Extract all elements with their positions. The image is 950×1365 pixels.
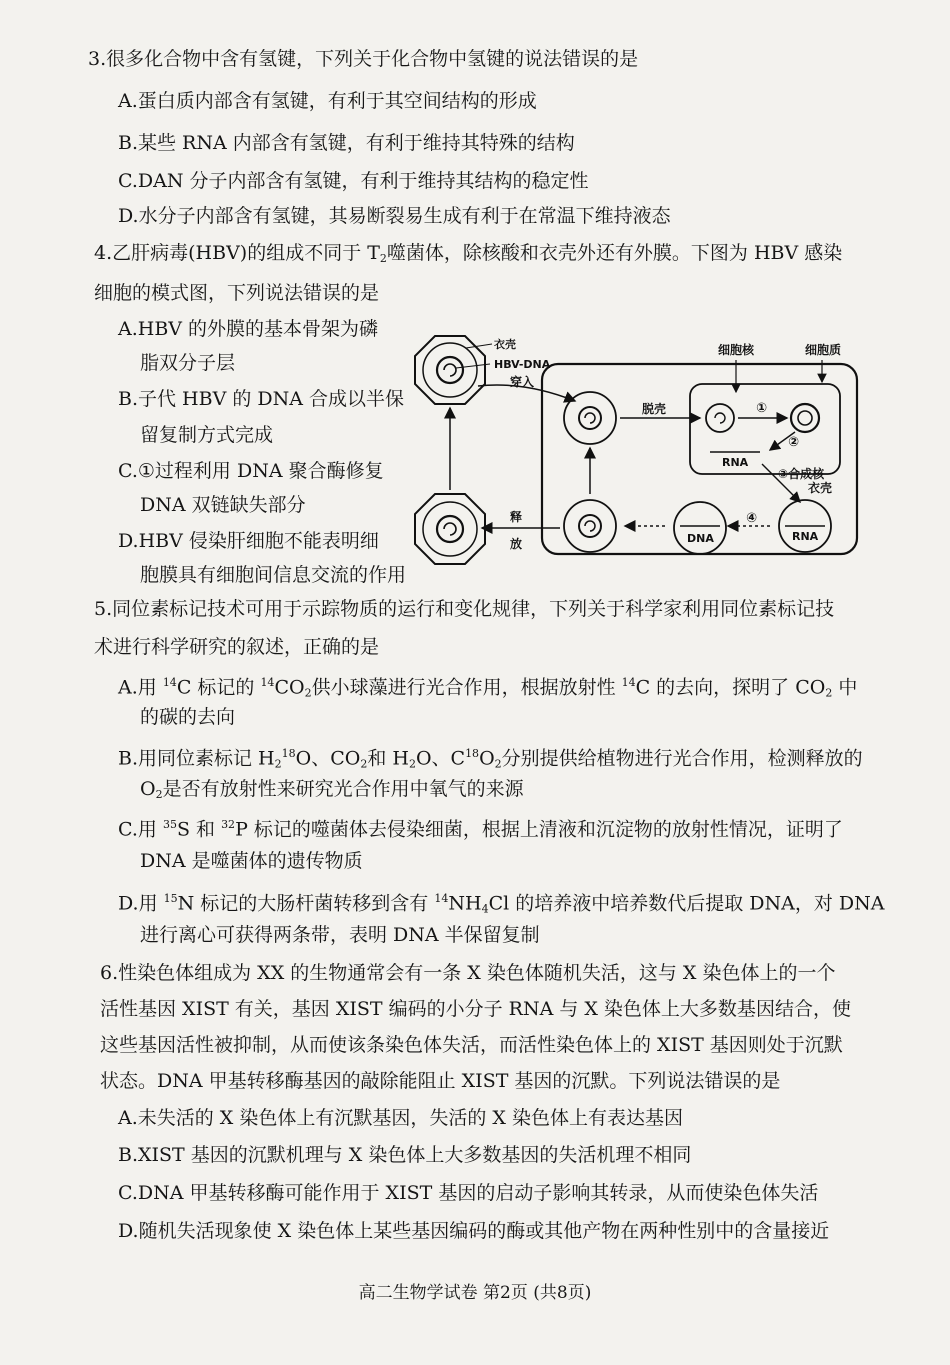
q5-option-c: C.用 $^{35}$S 和 $^{32}$P 标记的噬菌体去侵染细菌，根据上清液和沉淀物的放射性情况，证明了 <box>118 818 843 841</box>
hbv-infection-diagram <box>410 326 890 576</box>
label-hbv-dna: HBV-DNA <box>494 358 551 371</box>
label-cytoplasm: 细胞质 <box>805 343 842 357</box>
label-step2: ② <box>788 435 800 450</box>
q6-stem-line2: 活性基因 XIST 有关，基因 XIST 编码的小分子 RNA 与 X 染色体上大多数基因结合，使 <box>100 998 851 1020</box>
label-step4: ④ <box>746 511 758 526</box>
q5-stem-line2: 术进行科学研究的叙述，正确的是 <box>94 636 380 658</box>
q4-option-c: C.①过程利用 DNA 聚合酶修复 <box>118 460 384 482</box>
q6-stem-line1: 6.性染色体组成为 XX 的生物通常会有一条 X 染色体随机失活，这与 X 染色体上的一个 <box>100 962 836 984</box>
label-step3: ③合成核 <box>778 467 825 481</box>
q4-option-a-cont: 脂双分子层 <box>140 352 236 374</box>
q5-option-d-cont: 进行离心可获得两条带，表明 DNA 半保留复制 <box>140 924 540 946</box>
q3-option-c: C.DAN 分子内部含有氢键，有利于维持其结构的稳定性 <box>118 170 589 192</box>
nuclear-dna-relaxed <box>706 404 734 432</box>
q5-option-b: B.用同位素标记 $H_2^{18}O$、$CO_2$和 $H_2O$、$C^{18}O_2$分别提供给植物进行光合作用，检测释放的 <box>118 747 863 771</box>
label-coat: 衣壳 <box>494 338 516 351</box>
q6-option-b: B.XIST 基因的沉默机理与 X 染色体上大多数基因的失活机理不相同 <box>118 1144 692 1166</box>
label-release-2: 放 <box>510 537 523 551</box>
label-step3-b: 衣壳 <box>808 481 833 495</box>
nuclear-dna-closed <box>791 404 819 432</box>
q4-option-d: D.HBV 侵染肝细胞不能表明细 <box>118 530 379 552</box>
q4-stem-line1: 4.乙肝病毒(HBV)的组成不同于 $T_2$噬菌体，除核酸和衣壳外还有外膜。下图为 HBV 感染 <box>94 242 843 265</box>
q5-option-c-cont: DNA 是噬菌体的遗传物质 <box>140 850 363 872</box>
q4-option-a: A.HBV 的外膜的基本骨架为磷 <box>118 318 379 340</box>
q6-stem-line3: 这些基因活性被抑制，从而使该条染色体失活，而活性染色体上的 XIST 基因则处于沉默 <box>100 1034 843 1056</box>
q6-option-d: D.随机失活现象使 X 染色体上某些基因编码的酶或其他产物在两种性别中的含量接近 <box>118 1220 830 1242</box>
q5-option-b-cont: $O_2$是否有放射性来研究光合作用中氧气的来源 <box>140 778 524 801</box>
hbv-virion-bottom <box>415 494 485 564</box>
label-rna-nucleus: RNA <box>722 456 749 469</box>
q5-stem-line1: 5.同位素标记技术可用于示踪物质的运行和变化规律，下列关于科学家利用同位素标记技 <box>94 598 835 620</box>
page-footer: 高二生物学试卷 第2页 (共8页) <box>358 1283 592 1303</box>
capsid-with-dna <box>674 502 726 554</box>
uncoating-virion <box>564 392 616 444</box>
q5-option-a-cont: 的碳的去向 <box>140 706 236 728</box>
new-virion <box>564 500 616 552</box>
q6-option-a: A.未失活的 X 染色体上有沉默基因，失活的 X 染色体上有表达基因 <box>118 1107 683 1129</box>
q4-option-c-cont: DNA 双链缺失部分 <box>140 494 306 516</box>
q4-option-b-cont: 留复制方式完成 <box>140 424 274 446</box>
q3-option-b: B.某些 RNA 内部含有氢键，有利于维持其特殊的结构 <box>118 132 575 154</box>
label-enter: 穿入 <box>510 375 535 389</box>
arrow-enter <box>478 385 575 401</box>
q5-option-d: D.用 $^{15}$N 标记的大肠杆菌转移到含有 $^{14}NH_4Cl$ 的培养液中培养数代后提取 DNA，对 DNA <box>118 892 885 916</box>
coat-pointer <box>466 344 492 348</box>
label-dna-capsid: DNA <box>687 532 714 545</box>
label-rna-capsid: RNA <box>792 530 819 543</box>
q4-stem-line2: 细胞的模式图，下列说法错误的是 <box>94 282 380 304</box>
label-release-1: 释 <box>510 510 523 524</box>
q5-option-a: A.用 $^{14}$C 标记的 $^{14}CO_2$供小球藻进行光合作用，根据放射性 $^{14}$C 的去向，探明了 $CO_2$ 中 <box>118 676 858 700</box>
q6-stem-line4: 状态。DNA 甲基转移酶基因的敲除能阻止 XIST 基因的沉默。下列说法错误的是 <box>100 1070 781 1092</box>
label-nucleus: 细胞核 <box>718 343 755 357</box>
q4-option-d-cont: 胞膜具有细胞间信息交流的作用 <box>140 564 407 586</box>
q3-option-a: A.蛋白质内部含有氢键，有利于其空间结构的形成 <box>118 90 537 112</box>
label-uncoat: 脱壳 <box>642 402 667 416</box>
label-step1: ① <box>756 401 768 416</box>
q3-option-d: D.水分子内部含有氢键，其易断裂易生成有利于在常温下维持液态 <box>118 205 671 227</box>
q4-option-b: B.子代 HBV 的 DNA 合成以半保 <box>118 388 404 410</box>
capsid-with-rna <box>779 500 831 552</box>
q3-stem: 3.很多化合物中含有氢键，下列关于化合物中氢键的说法错误的是 <box>88 48 639 70</box>
q6-option-c: C.DNA 甲基转移酶可能作用于 XIST 基因的启动子影响其转录，从而使染色体失活 <box>118 1182 819 1204</box>
